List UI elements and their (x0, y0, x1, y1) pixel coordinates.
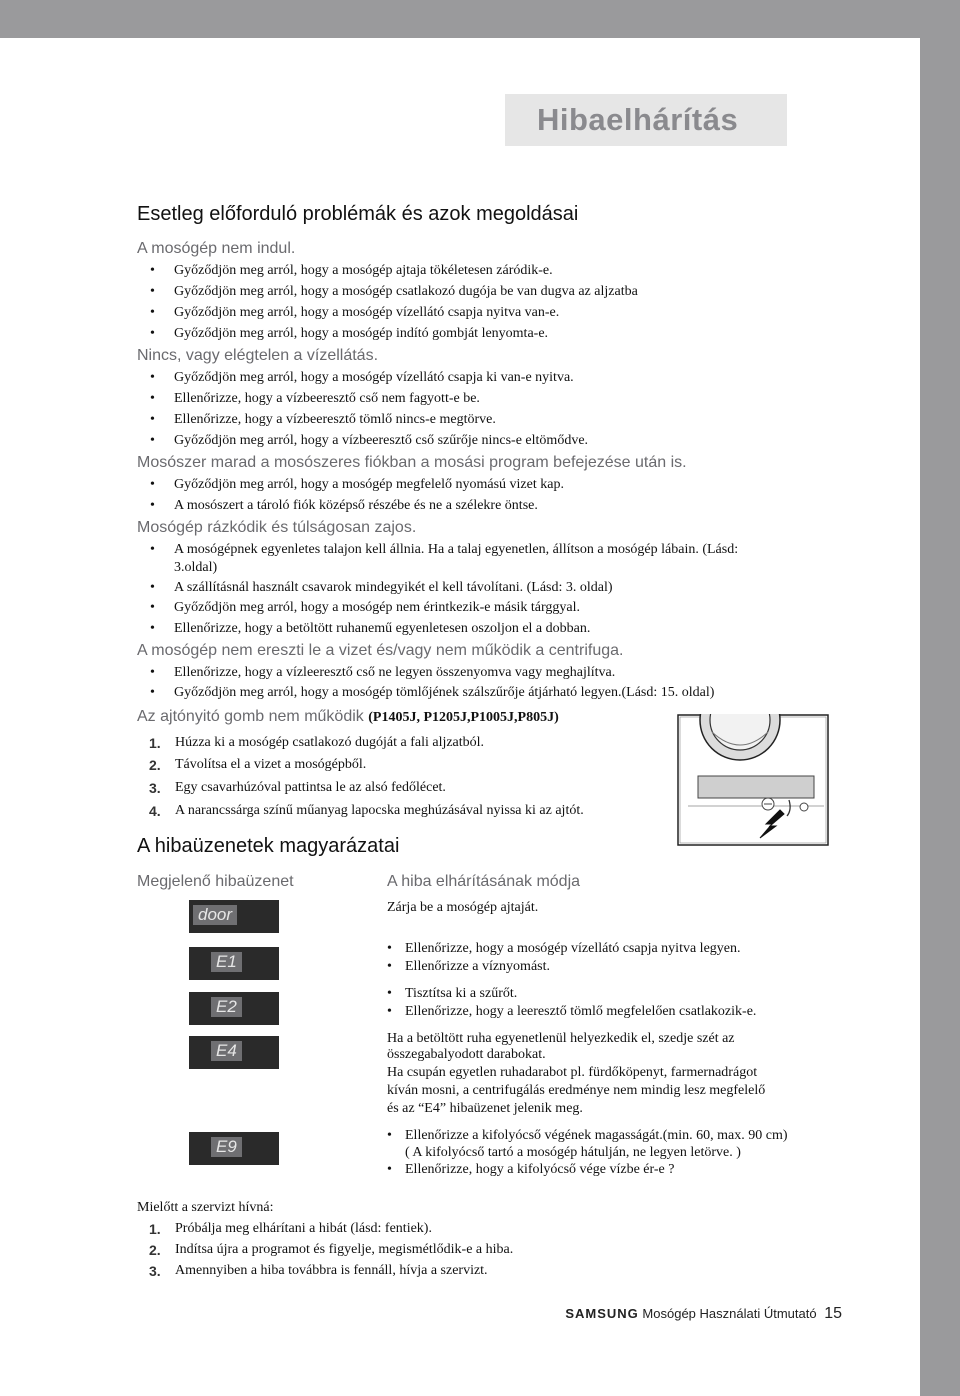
problem-heading: A mosógép nem indul. (137, 240, 296, 257)
right-band (920, 0, 960, 1396)
error-display-e1 (189, 947, 279, 980)
errors-title: A hibaüzenetek magyarázatai (137, 835, 400, 857)
door-release-illustration (676, 714, 832, 848)
page-title-box (505, 94, 787, 146)
error-code: door (193, 905, 237, 925)
e4-fix-line: összegabalyodott darabokat. (387, 1047, 546, 1062)
page-title: Hibaelhárítás (537, 102, 739, 137)
e4-fix-line: és az “E4” hibaüzenet jelenik meg. (387, 1101, 583, 1116)
error-code: E9 (211, 1137, 242, 1157)
problem-heading: A mosógép nem ereszti le a vizet és/vagy nem működik a centrifuga. (137, 642, 624, 659)
error-display-e9 (189, 1132, 279, 1165)
error-code: E2 (211, 997, 242, 1017)
door-fix: Zárja be a mosógép ajtaját. (387, 900, 539, 915)
top-band (0, 0, 960, 38)
page-number: 15 (824, 1305, 842, 1322)
error-display-door (189, 900, 279, 933)
model-list: (P1405J, P1205J,P1005J,P805J) (368, 710, 559, 725)
page-footer (565, 1305, 842, 1323)
error-display-e4 (189, 1036, 279, 1069)
problem-heading: Mosógép rázkódik és túlságosan zajos. (137, 519, 417, 536)
column-heading-code: Megjelenő hibaüzenet (137, 873, 294, 890)
e4-fix-line: Ha a betöltött ruha egyenetlenül helyezkedik el, szedje szét az (387, 1031, 735, 1046)
error-display-e2 (189, 992, 279, 1025)
problem-heading: Mosószer marad a mosószeres fiókban a mosási program befejezése után is. (137, 454, 687, 471)
column-heading-fix: A hiba elhárításának módja (387, 873, 581, 890)
door-heading: Az ajtónyitó gomb nem működik (P1405J, P1205J,P1005J,P805J) (137, 708, 559, 725)
error-code: E4 (211, 1041, 242, 1061)
error-code: E1 (211, 952, 242, 972)
e4-fix-line: Ha csupán egyetlen ruhadarabot pl. fürdőköpenyt, farmernadrágot (387, 1065, 758, 1080)
e4-fix-line: kíván mosni, a centrifugálás eredménye nem mindig lesz megfelelő (387, 1083, 766, 1098)
manual-title: Mosógép Használati Útmutató (642, 1306, 817, 1321)
service-intro: Mielőtt a szervizt hívná: (137, 1200, 274, 1215)
problem-heading: Nincs, vagy elégtelen a vízellátás. (137, 347, 379, 364)
section-title: Esetleg előforduló problémák és azok megoldásai (137, 203, 579, 225)
brand-name: SAMSUNG (565, 1306, 639, 1321)
